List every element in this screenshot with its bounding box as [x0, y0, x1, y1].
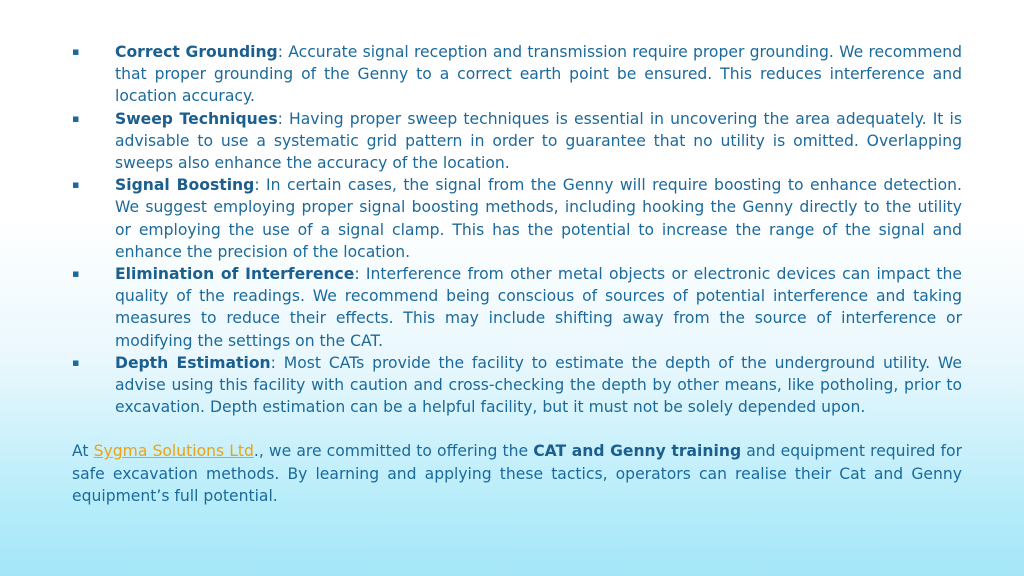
square-bullet-icon: ▪ — [72, 45, 80, 58]
bullet-separator: : — [354, 265, 366, 284]
square-bullet-icon: ▪ — [72, 267, 80, 281]
bullet-title: Sweep Techniques — [115, 109, 278, 128]
bullet-text: Most CATs provide the facility to estimate the depth of the underground utility. We advise using this facility with caution and cross-checking the depth by other means, like potholing, prior to excavation. Depth estimation can be a helpful facility, but it must not be solely depended upon. — [115, 353, 962, 417]
bullet-list — [72, 41, 962, 418]
slide-content — [72, 41, 962, 523]
bullet-separator: : — [270, 353, 284, 372]
bullet-title: Signal Boosting — [115, 176, 255, 195]
square-bullet-icon: ▪ — [72, 178, 80, 192]
bullet-separator: : — [254, 176, 267, 195]
closing-prefix: At — [72, 442, 94, 461]
square-bullet-icon: ▪ — [72, 355, 80, 369]
bullet-text: Accurate signal reception and transmission require proper grounding. We recommend that proper grounding of the Genny to a correct earth point be ensured. This reduces interference and location accuracy. — [115, 43, 963, 106]
bullet-separator: : — [277, 109, 290, 128]
bullet-text: Interference from other metal objects or electronic devices can impact the quality of the readings. We recommend being conscious of sources of potential interference and taking measures to reduce their effects. This may include shifting away from the source of interference or modifying the settings on the CAT. — [115, 265, 962, 350]
bullet-text: Having proper sweep techniques is essential in uncovering the area adequately. It is advisable to use a systematic grid pattern in order to guarantee that no utility is omitted. Overlapping sweeps also enhance the accuracy of the location. — [115, 109, 962, 173]
bullet-title: Depth Estimation — [115, 353, 271, 372]
closing-paragraph — [72, 440, 962, 507]
company-link[interactable]: Sygma Solutions Ltd — [93, 442, 254, 461]
bullet-correct-grounding — [72, 41, 962, 108]
closing-after-link: ., we are committed to offering the — [253, 442, 534, 461]
bullet-separator: : — [277, 43, 289, 61]
training-emphasis: CAT and Genny training — [533, 442, 742, 461]
bullet-depth-estimation — [72, 352, 962, 419]
bullet-title: Elimination of Interference — [115, 265, 355, 284]
closing-suffix: and equipment required for safe excavation methods. By learning and applying these tactics, operators can realise their Cat and Genny equipment’s full potential. — [72, 442, 962, 505]
bullet-sweep-techniques — [72, 108, 962, 175]
bullet-title: Correct Grounding — [115, 43, 278, 61]
bullet-text: In certain cases, the signal from the Genny will require boosting to enhance detection. We suggest employing proper signal boosting methods, including hooking the Genny directly to the utility or employing the use of a signal clamp. This has the potential to increase the range of the signal and enhance the precision of the location. — [115, 176, 963, 261]
square-bullet-icon: ▪ — [72, 111, 80, 125]
bullet-signal-boosting — [72, 174, 962, 263]
bullet-elimination-of-interference — [72, 263, 962, 352]
